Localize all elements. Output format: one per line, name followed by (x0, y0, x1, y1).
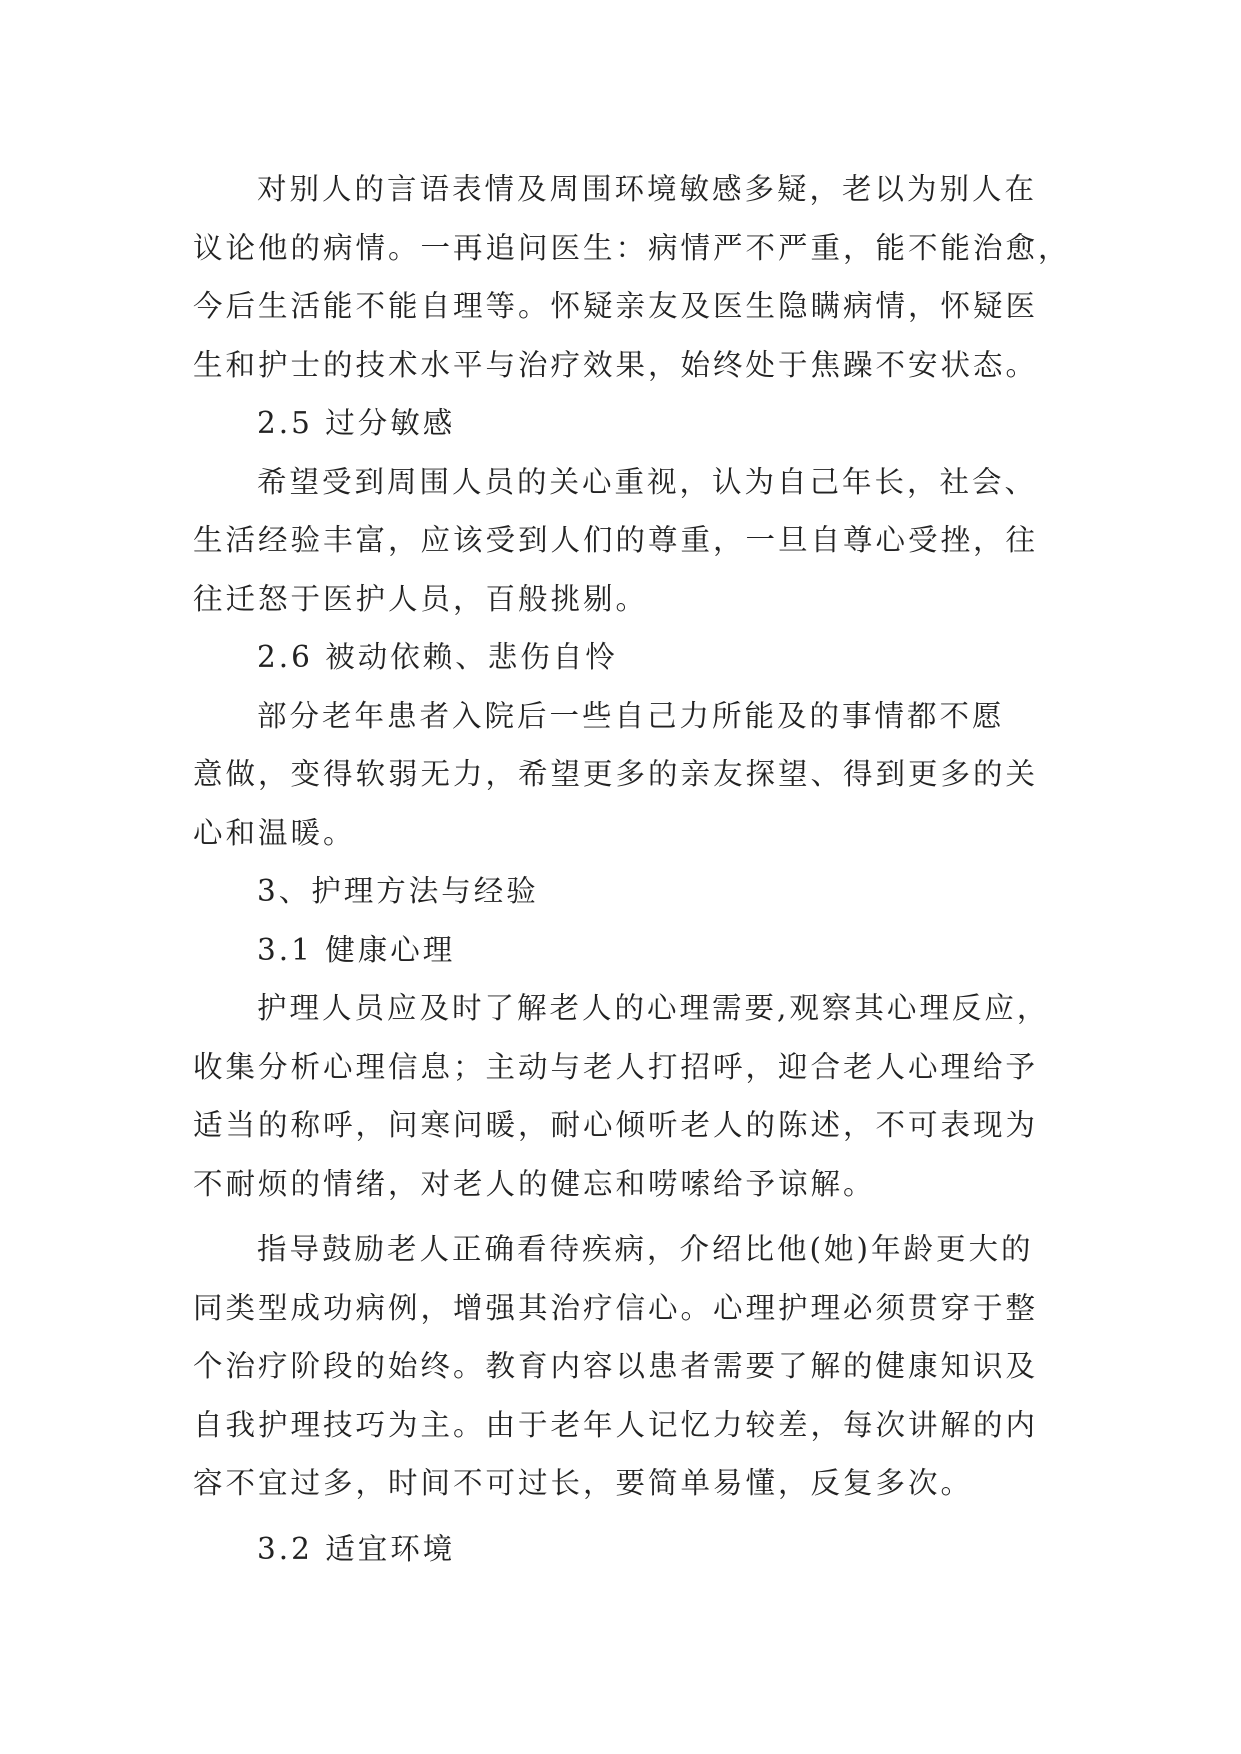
paragraph-line: 希望受到周围人员的关心重视，认为自己年长，社会、 (257, 464, 1038, 499)
paragraph-line: 适当的称呼，问寒问暖，耐心倾听老人的陈述，不可表现为 (193, 1108, 1039, 1142)
paragraph-line: 同类型成功病例，增强其治疗信心。心理护理必须贯穿于整 (193, 1290, 1039, 1325)
paragraph-line: 今后生活能不能自理等。怀疑亲友及医生隐瞒病情，怀疑医 (193, 289, 1039, 323)
paragraph-line: 护理人员应及时了解老人的心理需要,观察其心理反应， (257, 991, 1050, 1025)
paragraph-line: 意做，变得软弱无力，希望更多的亲友探望、得到更多的关 (193, 757, 1039, 791)
paragraph-line: 收集分析心理信息；主动与老人打招呼，迎合老人心理给予 (193, 1049, 1039, 1084)
paragraph-line: 不耐烦的情绪，对老人的健忘和唠嗦给予谅解。 (193, 1166, 876, 1201)
paragraph-line: 容不宜过多，时间不可过长，要简单易懂，反复多次。 (193, 1466, 974, 1500)
section-heading: 3.2 适宜环境 (257, 1531, 456, 1566)
section-heading: 2.5 过分敏感 (257, 406, 456, 440)
paragraph-gap (193, 1213, 1063, 1220)
paragraph-line: 议论他的病情。一再追问医生：病情严不严重，能不能治愈， (193, 230, 1071, 265)
body-text (193, 160, 1071, 1578)
section-heading: 3.1 健康心理 (257, 932, 456, 967)
paragraph-line: 指导鼓励老人正确看待疾病，介绍比他(她)年龄更大的 (257, 1232, 1034, 1266)
paragraph-line: 部分老年患者入院后一些自己力所能及的事情都不愿 (257, 698, 1005, 733)
paragraph-line: 往迁怒于医护人员，百般挑剔。 (193, 581, 649, 616)
paragraph-gap (193, 1513, 1063, 1520)
paragraph-line: 对别人的言语表情及周围环境敏感多疑，老以为别人在 (257, 172, 1038, 206)
paragraph-line: 自我护理技巧为主。由于老年人记忆力较差，每次讲解的内 (193, 1407, 1039, 1442)
paragraph-line: 生和护士的技术水平与治疗效果，始终处于焦躁不安状态。 (193, 347, 1039, 382)
paragraph-line: 生活经验丰富，应该受到人们的尊重，一旦自尊心受挫，往 (193, 523, 1039, 557)
paragraph-line: 心和温暖。 (193, 815, 356, 850)
section-heading: 2.6 被动依赖、悲伤自怜 (257, 640, 618, 674)
section-heading: 3、护理方法与经验 (257, 874, 539, 908)
paragraph-line: 个治疗阶段的始终。教育内容以患者需要了解的健康知识及 (193, 1349, 1039, 1383)
